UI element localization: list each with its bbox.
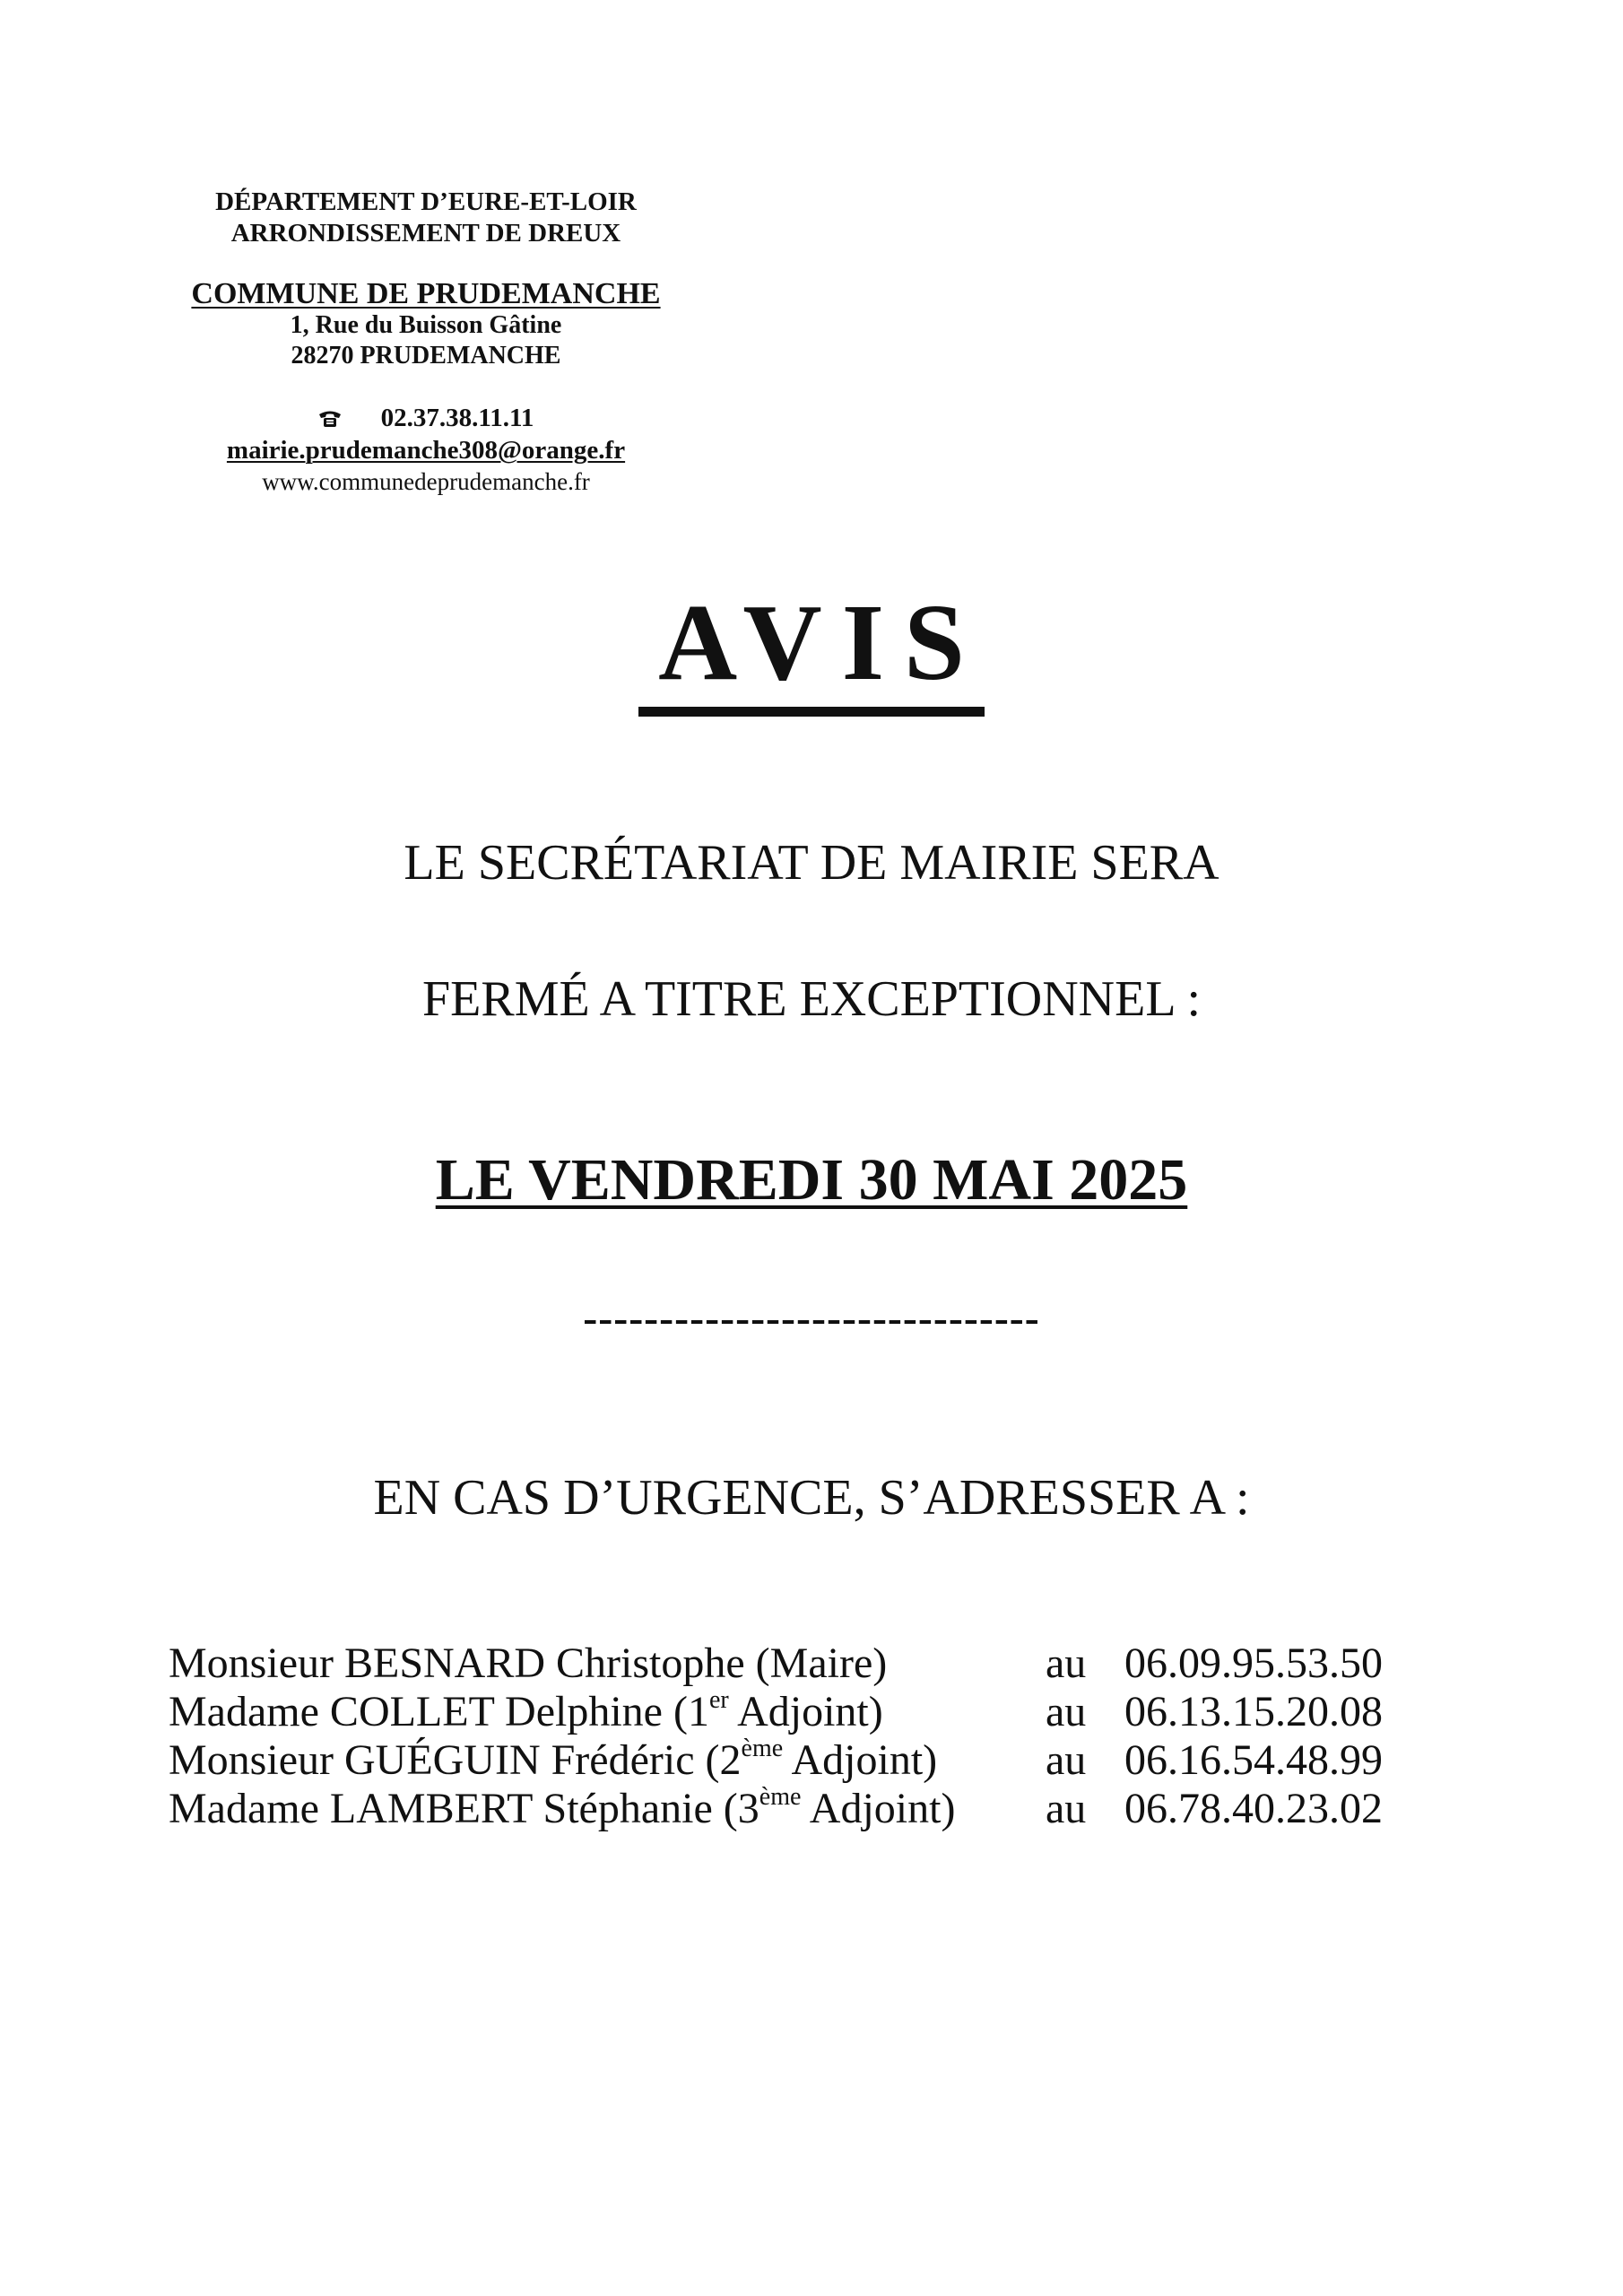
contact-au: au: [1046, 1688, 1087, 1735]
contact-name: Madame COLLET Delphine (1er Adjoint): [169, 1686, 883, 1735]
contact-au: au: [1046, 1639, 1087, 1687]
contact-name: Madame LAMBERT Stéphanie (3ème Adjoint): [169, 1783, 956, 1832]
contact-row: [169, 1785, 1442, 1833]
contact-list: [169, 1639, 1442, 1833]
notice-title: AVIS: [638, 585, 985, 717]
notice-title-wrapper: [0, 582, 1623, 717]
closure-date-wrapper: [0, 1148, 1623, 1213]
letterhead: [170, 187, 681, 497]
contact-name: Monsieur BESNARD Christophe (Maire): [169, 1639, 888, 1687]
contact-phone: 06.09.95.53.50: [1124, 1639, 1383, 1687]
contact-row: [169, 1688, 1442, 1736]
notice-line-1: LE SECRÉTARIAT DE MAIRIE SERA: [404, 835, 1219, 891]
contact-phone: 06.78.40.23.02: [1124, 1785, 1383, 1832]
contact-au: au: [1046, 1736, 1087, 1784]
telephone-icon: [318, 410, 342, 428]
urgency-line: EN CAS D’URGENCE, S’ADRESSER A :: [373, 1470, 1250, 1526]
commune-name: COMMUNE DE PRUDEMANCHE: [191, 277, 661, 310]
contact-phone: 06.16.54.48.99: [1124, 1736, 1383, 1784]
contact-row: [169, 1639, 1442, 1688]
address-city: 28270 PRUDEMANCHE: [291, 342, 561, 370]
contact-row: [169, 1736, 1442, 1785]
phone-row: [170, 402, 681, 434]
website-link[interactable]: www.communedeprudemanche.fr: [262, 468, 590, 495]
phone-number: 02.37.38.11.11: [380, 404, 534, 432]
contact-au: au: [1046, 1785, 1087, 1832]
arrondissement-line: ARRONDISSEMENT DE DREUX: [230, 219, 621, 248]
department-line: DÉPARTEMENT D’EURE-ET-LOIR: [215, 187, 637, 216]
contact-phone: 06.13.15.20.08: [1124, 1688, 1383, 1735]
notice-line-2: FERMÉ A TITRE EXCEPTIONNEL :: [422, 971, 1201, 1027]
closure-date: LE VENDREDI 30 MAI 2025: [435, 1147, 1188, 1213]
email-link[interactable]: mairie.prudemanche308@orange.fr: [226, 436, 626, 465]
address-street: 1, Rue du Buisson Gâtine: [290, 311, 562, 339]
dashed-separator: ------------------------------: [583, 1294, 1040, 1342]
contact-name: Monsieur GUÉGUIN Frédéric (2ème Adjoint): [169, 1735, 938, 1784]
